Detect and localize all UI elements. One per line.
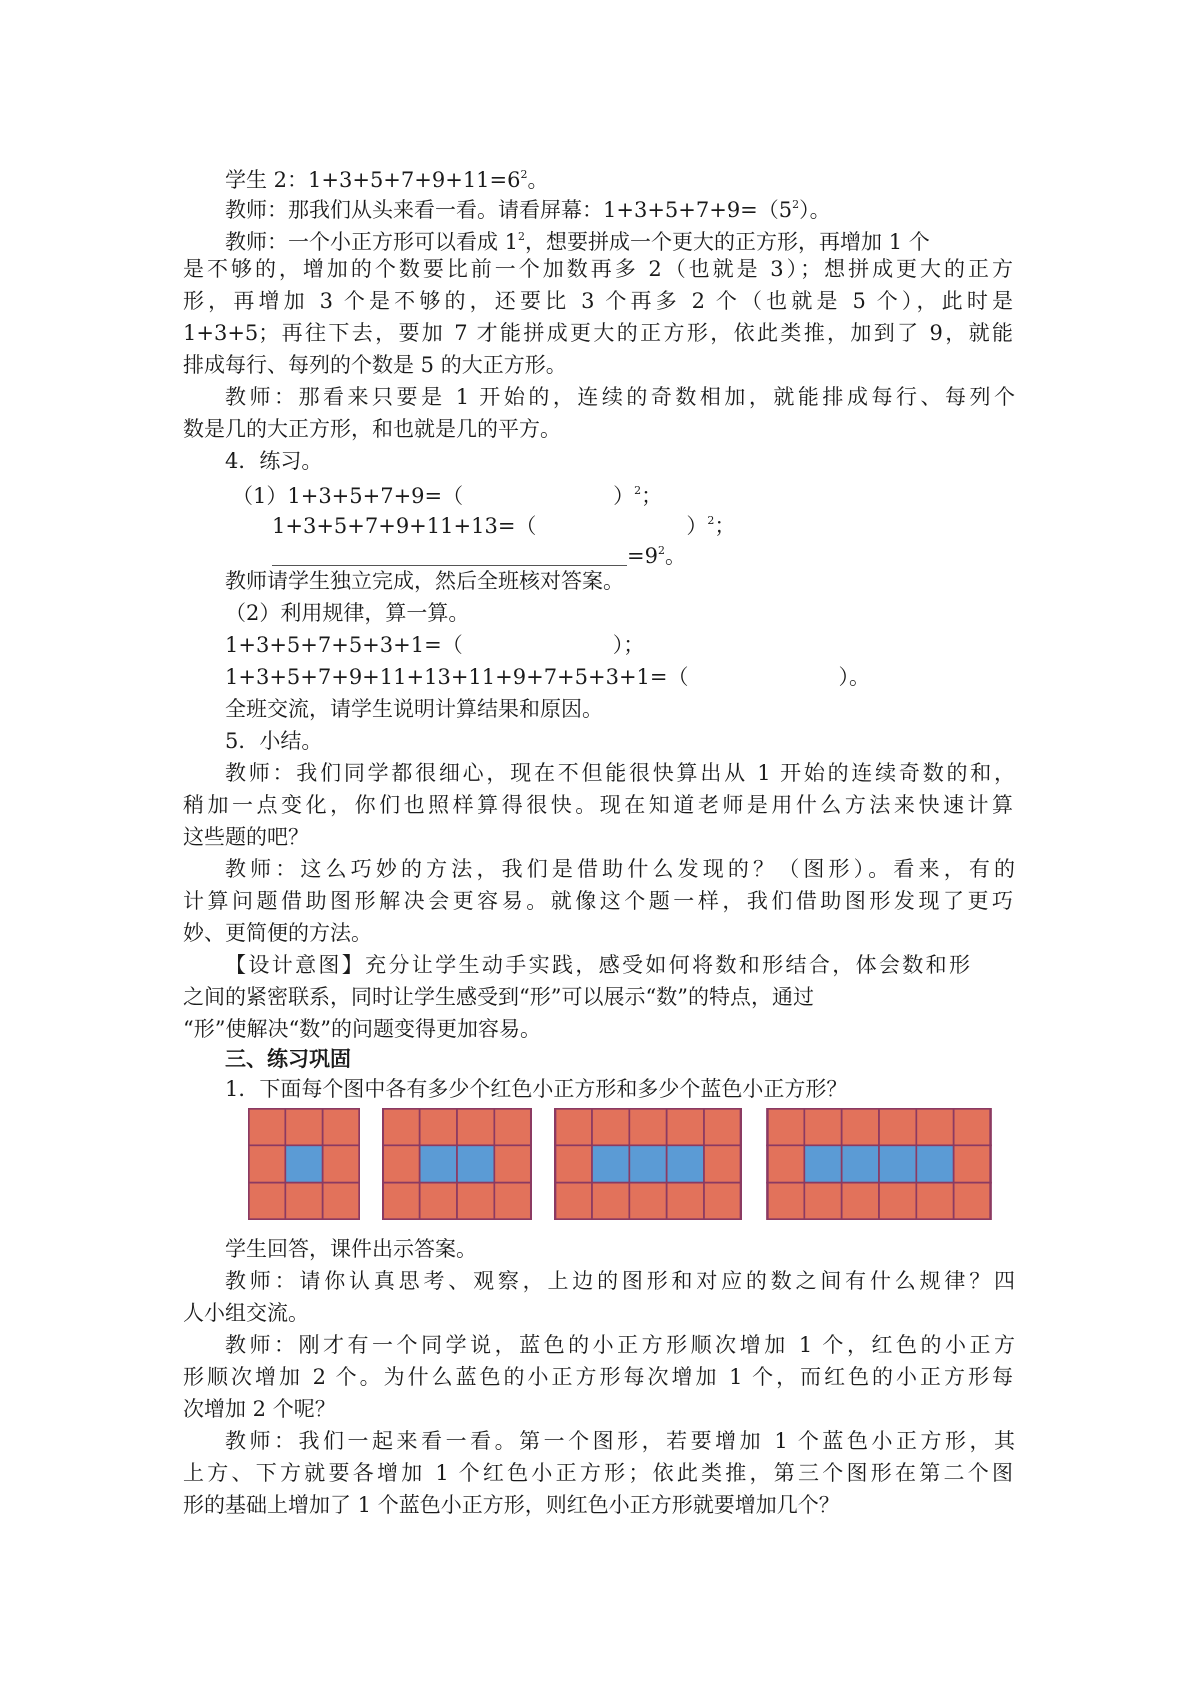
square-figures [248,1108,1008,1220]
text-line: 教师请学生独立完成，然后全班核对答案。 [225,569,624,593]
text-line: 全班交流，请学生说明计算结果和原因。 [225,697,603,721]
text-line: 1+3+5；再往下去，要加 7 才能拼成更大的正方形，依此类推，加到了 9，就能 [183,321,1013,345]
red-square [879,1108,916,1145]
text-line: （2）利用规律，算一算。 [225,601,470,625]
red-square [954,1145,991,1182]
text-line: 稍加一点变化，你们也照样算得很快。现在知道老师是用什么方法来快速计算 [183,793,1013,817]
text-line: 排成每行、每列的个数是 5 的大正方形。 [183,353,567,377]
red-square [916,1108,953,1145]
figure-1 [248,1108,360,1220]
red-square [555,1145,592,1182]
blue-square [916,1145,953,1182]
text-line: 这些题的吧？ [183,825,309,849]
red-square [323,1145,360,1182]
red-square [916,1183,953,1220]
red-square [704,1108,741,1145]
text-line: 教师：我们同学都很细心，现在不但能很快算出从 1 开始的连续奇数的和， [225,761,1015,785]
text-line: 计算问题借助图形解决会更容易。就像这个题一样，我们借助图形发现了更巧 [183,889,1013,913]
red-square [954,1108,991,1145]
text-line-teacher-explain: 教师：一个小正方形可以看成 $1^2$，想要拼成一个更大的正方形，再增加 1 个 [225,230,930,254]
red-square [879,1183,916,1220]
red-square [767,1183,804,1220]
red-square [667,1108,704,1145]
red-square [842,1108,879,1145]
text-line: 人小组交流。 [183,1301,309,1325]
red-square [592,1183,629,1220]
red-square [555,1183,592,1220]
exercise-1-line2: 1+3+5+7+9+11+13=（ ）$^2$； [272,514,736,538]
text-line: 教师：刚才有一个同学说，蓝色的小正方形顺次增加 1 个，红色的小正方 [225,1333,1015,1357]
text-line: 数是几的大正方形，和也就是几的平方。 [183,417,561,441]
red-square [457,1183,494,1220]
text-line-student2: 学生 2：$1+3+5+7+9+11=6^2$。 [225,168,549,192]
text-line: 之间的紧密联系，同时让学生感受到“形”可以展示“数”的特点，通过 [183,985,814,1009]
red-square [248,1145,285,1182]
red-square [494,1183,531,1220]
red-square [954,1183,991,1220]
blue-square [842,1145,879,1182]
red-square [494,1145,531,1182]
blue-square [285,1145,322,1182]
figure-2 [382,1108,532,1220]
red-square [248,1108,285,1145]
red-square [285,1183,322,1220]
section-practice-heading: 4．练习。 [225,449,323,473]
section-summary-heading: 5．小结。 [225,729,323,753]
blue-square [879,1145,916,1182]
blue-square [457,1145,494,1182]
text-line: 上方、下方就要各增加 1 个红色小正方形；依此类推，第三个图形在第二个图 [183,1461,1013,1485]
figure-3 [554,1108,742,1220]
red-square [804,1108,841,1145]
blue-square [629,1145,666,1182]
red-square [248,1183,285,1220]
text-line: 形，再增加 3 个是不够的，还要比 3 个再多 2 个（也就是 5 个），此时是 [183,289,1013,313]
red-square [382,1108,419,1145]
text-line-teacher-screen: 教师：那我们从头来看一看。请看屏幕：$1+3+5+7+9=(5^2)$。 [225,198,831,222]
blue-square [804,1145,841,1182]
text-line: 学生回答，课件出示答案。 [225,1237,477,1261]
red-square [767,1108,804,1145]
exercise-2-line2: 1+3+5+7+9+11+13+11+9+7+5+3+1=（ ）。 [225,665,871,689]
red-square [382,1145,419,1182]
figure-4 [766,1108,992,1220]
red-square [285,1108,322,1145]
red-square [592,1108,629,1145]
answer-underline [272,545,627,566]
exercise-2-line1: 1+3+5+7+5+3+1=（ ）； [225,633,645,657]
red-square [704,1183,741,1220]
red-square [382,1183,419,1220]
blue-square [420,1145,457,1182]
red-square [767,1145,804,1182]
red-square [629,1108,666,1145]
red-square [555,1108,592,1145]
text-line: 教师：请你认真思考、观察，上边的图形和对应的数之间有什么规律？四 [225,1269,1015,1293]
red-square [629,1183,666,1220]
red-square [420,1183,457,1220]
text-line: 次增加 2 个呢？ [183,1397,336,1421]
exercise-1-line3: $=9^2$。 [272,536,1102,571]
red-square [704,1145,741,1182]
text-line: 教师：那看来只要是 1 开始的，连续的奇数相加，就能排成每行、每列个 [225,385,1015,409]
blue-square [592,1145,629,1182]
text-line: 形的基础上增加了 1 个蓝色小正方形，则红色小正方形就要增加几个？ [183,1493,840,1517]
question-line: 1．下面每个图中各有多少个红色小正方形和多少个蓝色小正方形？ [225,1077,848,1101]
text-line: 形顺次增加 2 个。为什么蓝色的小正方形每次增加 1 个，而红色的小正方形每 [183,1365,1013,1389]
design-intent-line: 【设计意图】充分让学生动手实践，感受如何将数和形结合，体会数和形 [225,953,970,977]
red-square [457,1108,494,1145]
red-square [420,1108,457,1145]
text-line: 教师：这么巧妙的方法，我们是借助什么发现的？（图形）。看来，有的 [225,857,1015,881]
text-line: 妙、更简便的方法。 [183,921,372,945]
red-square [804,1183,841,1220]
blue-square [667,1145,704,1182]
text-line: “形”使解决“数”的问题变得更加容易。 [183,1017,541,1041]
text-line: 教师：我们一起来看一看。第一个图形，若要增加 1 个蓝色小正方形，其 [225,1429,1015,1453]
red-square [667,1183,704,1220]
red-square [323,1183,360,1220]
red-square [842,1183,879,1220]
section-practice-consolidation-heading: 三、练习巩固 [225,1046,351,1071]
red-square [323,1108,360,1145]
text-line: 是不够的，增加的个数要比前一个加数再多 2（也就是 3）；想拼成更大的正方 [183,257,1013,281]
red-square [494,1108,531,1145]
exercise-1-line1: （1）1+3+5+7+9=（ ）$^2$； [232,484,663,508]
